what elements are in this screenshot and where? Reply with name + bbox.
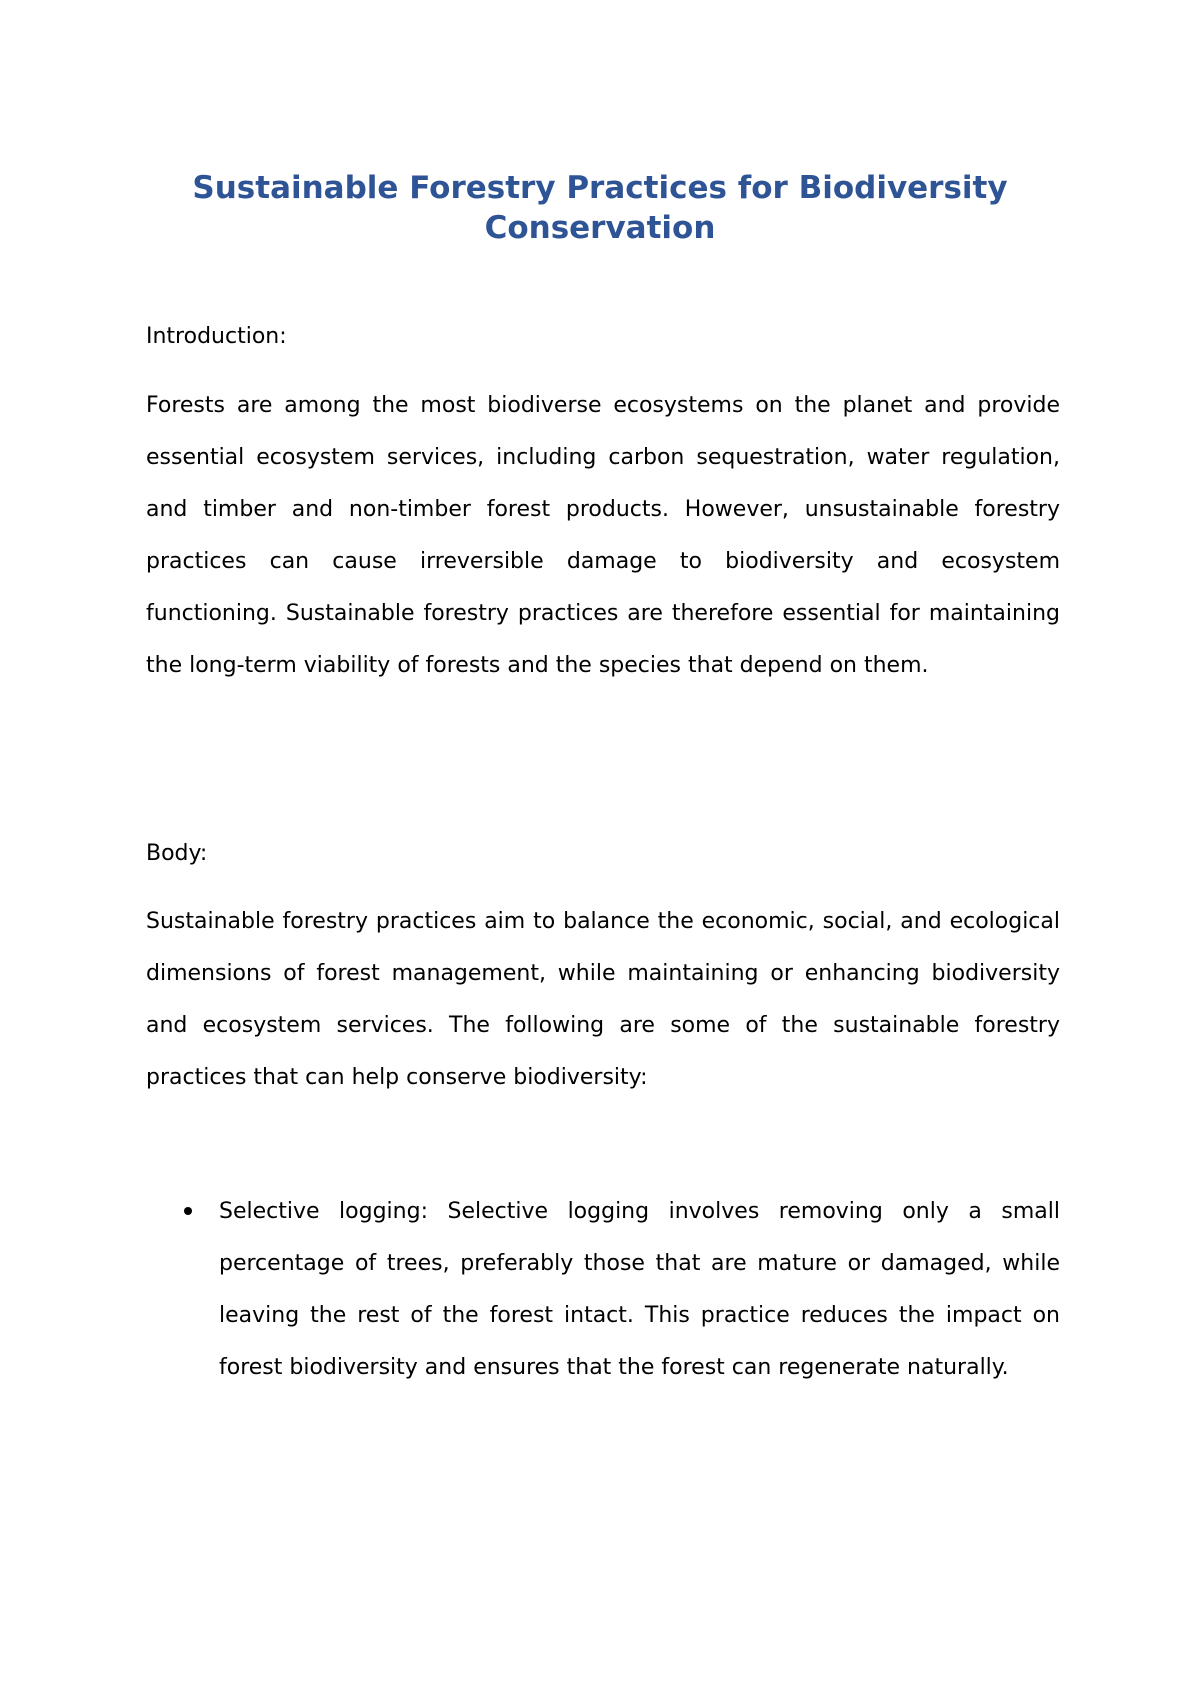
body-paragraph: Sustainable forestry practices aim to balance the economic, social, and ecological dimensions of forest management, while maintaining or enhancing biodiversity and ecosystem services. The following are some of the sustainable forestry practices that can help conserve biodiversity:	[146, 909, 1060, 1090]
document-title: Sustainable Forestry Practices for Biodiversity Conservation	[192, 170, 1008, 246]
practices-bullet-list	[146, 1186, 1060, 1394]
introduction-paragraph: Forests are among the most biodiverse ecosystems on the planet and provide essential ecosystem services, including carbon sequestration, water regulation, and timber and non-timber forest products. However, unsustainable forestry practices can cause irreversible damage to biodiversity and ecosystem functioning. Sustainable forestry practices are therefore essential for maintaining the long-term viability of forests and the species that depend on them.	[146, 393, 1060, 678]
body-heading: Body:	[146, 841, 208, 866]
introduction-heading: Introduction:	[146, 324, 287, 349]
bullet-icon	[184, 1207, 192, 1215]
list-item	[146, 1186, 1060, 1394]
list-item-text: Selective logging: Selective logging involves removing only a small percentage of trees, preferably those that are mature or damaged, while leaving the rest of the forest intact. This practice reduces the impact on forest biodiversity and ensures that the forest can regenerate naturally.	[219, 1199, 1060, 1380]
